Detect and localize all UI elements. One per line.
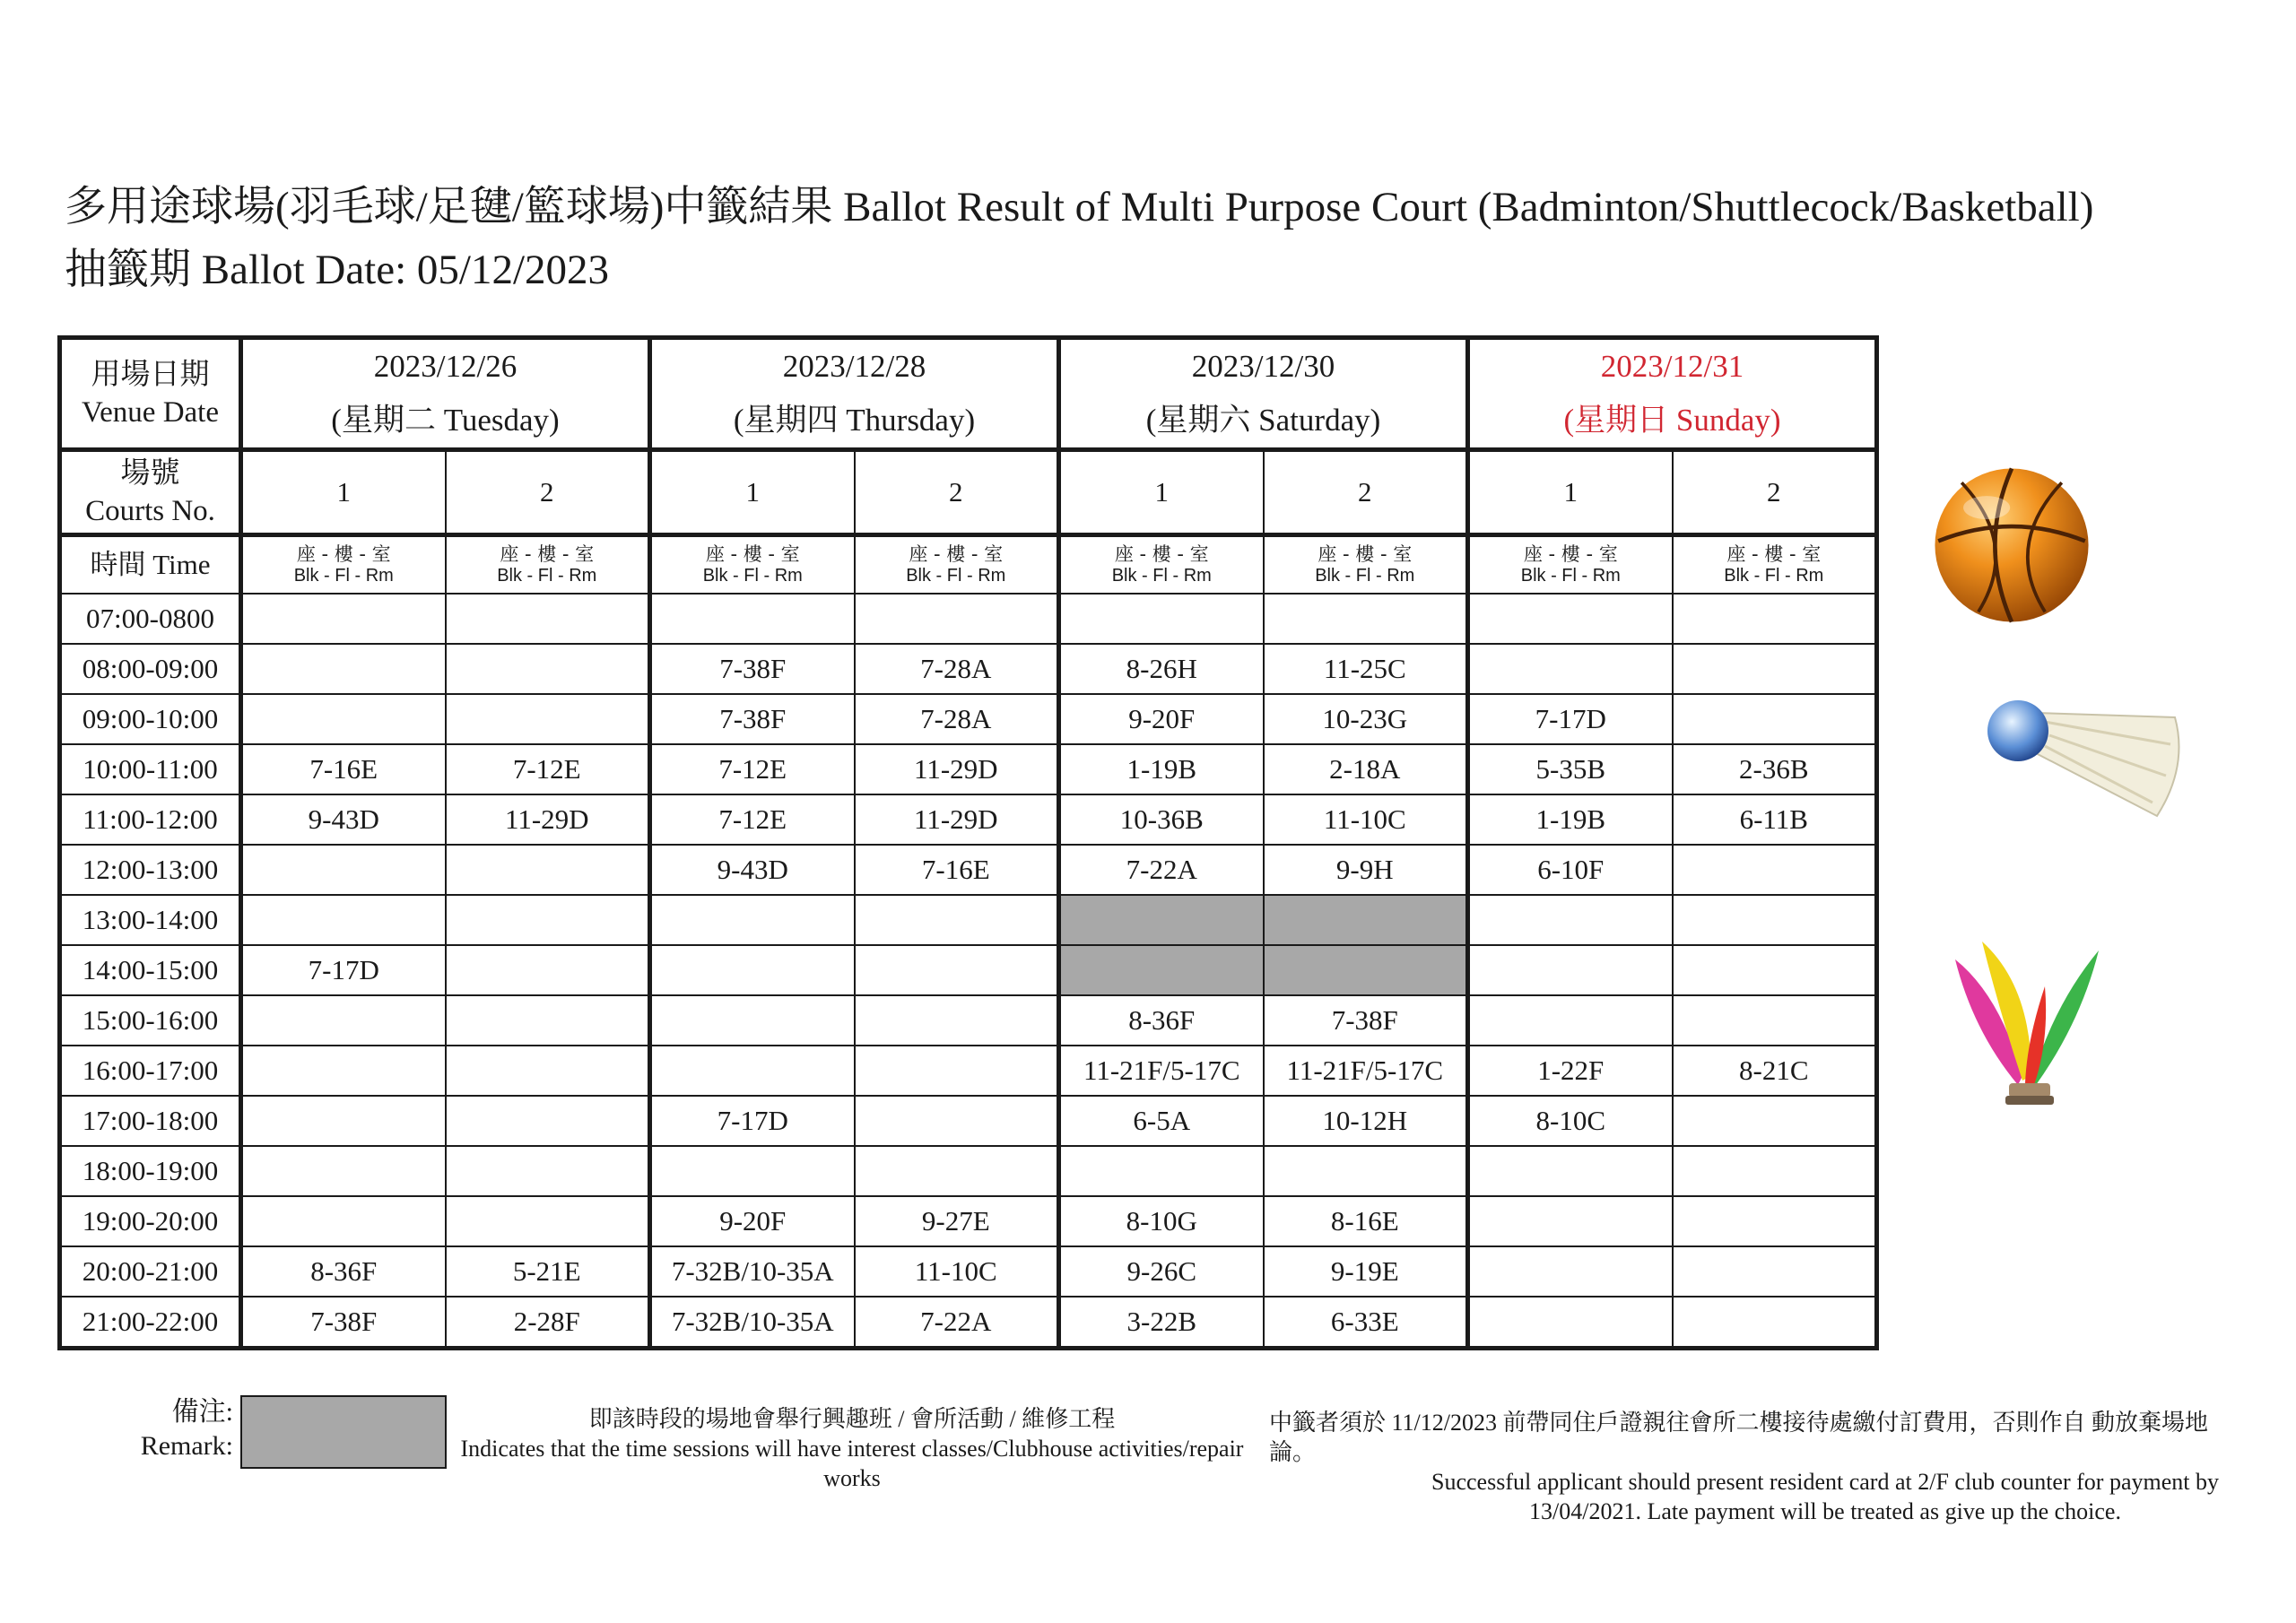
booking-cell [1468,995,1673,1046]
booking-cell [446,1046,650,1096]
blk-fl-rm-header [650,535,855,595]
ballot-result-table [57,335,1879,1350]
booking-cell: 5-35B [1468,744,1673,794]
court-number: 2 [446,450,650,535]
table-row [60,945,1877,995]
booking-cell: 8-10C [1468,1096,1673,1146]
booking-cell: 7-12E [650,794,855,845]
booking-cell: 9-19E [1264,1246,1468,1297]
booking-cell [241,1196,446,1246]
booking-cell [241,594,446,644]
booking-cell [1673,1297,1877,1349]
booking-cell [446,594,650,644]
booking-cell: 8-16E [1264,1196,1468,1246]
table-row [60,694,1877,744]
booking-cell [855,1096,1059,1146]
time-slot: 08:00-09:00 [60,644,241,694]
booking-cell: 11-29D [446,794,650,845]
reserved-cell [1264,945,1468,995]
day-date: 2023/12/31 [1600,349,1744,384]
booking-cell: 10-36B [1059,794,1264,845]
court-number: 1 [1059,450,1264,535]
booking-cell [855,895,1059,945]
table-row [60,794,1877,845]
booking-cell [650,895,855,945]
booking-cell [1468,945,1673,995]
blk-fl-rm-label-zh: 座 - 樓 - 室 [1726,543,1822,565]
time-slot: 07:00-0800 [60,594,241,644]
booking-cell [1468,594,1673,644]
booking-cell: 11-10C [855,1246,1059,1297]
blk-fl-rm-label-zh: 座 - 樓 - 室 [296,543,391,565]
booking-cell: 8-36F [241,1246,446,1297]
blk-fl-rm-header [241,535,446,595]
booking-cell: 5-21E [446,1246,650,1297]
venue-date-header [60,338,241,450]
booking-cell [241,895,446,945]
court-number: 1 [241,450,446,535]
booking-cell: 8-26H [1059,644,1264,694]
booking-cell: 9-27E [855,1196,1059,1246]
booking-cell: 7-12E [650,744,855,794]
booking-cell: 7-16E [241,744,446,794]
payment-note-en: Successful applicant should present resident card at 2/F club counter for payment by 13/04/2021. Late payment will be treated as give up the choice. [1431,1469,2219,1524]
booking-cell [1264,594,1468,644]
booking-cell [241,1146,446,1196]
booking-cell [1673,995,1877,1046]
blk-fl-rm-label-zh: 座 - 樓 - 室 [705,543,800,565]
table-row [60,1046,1877,1096]
booking-cell [1673,1146,1877,1196]
booking-cell: 10-23G [1264,694,1468,744]
booking-cell: 8-36F [1059,995,1264,1046]
courts-label-zh: 場號 [120,457,180,490]
booking-cell [1673,1246,1877,1297]
booking-cell: 7-28A [855,694,1059,744]
booking-cell [241,644,446,694]
booking-cell [1673,644,1877,694]
payment-note-zh: 中籤者須於 11/12/2023 前帶同住戶證親往會所二樓接待處繳付訂費用，否則作自 動放棄場地論。 [1269,1410,2208,1465]
court-number: 2 [1673,450,1877,535]
time-slot: 15:00-16:00 [60,995,241,1046]
booking-cell: 1-19B [1059,744,1264,794]
booking-cell: 6-33E [1264,1297,1468,1349]
booking-cell: 7-28A [855,644,1059,694]
booking-cell [446,1196,650,1246]
booking-cell [650,1046,855,1096]
booking-cell: 11-29D [855,794,1059,845]
table-row [60,744,1877,794]
booking-cell [1468,1297,1673,1349]
court-number: 2 [855,450,1059,535]
booking-cell: 11-29D [855,744,1059,794]
booking-cell [1059,1146,1264,1196]
booking-cell [241,845,446,895]
booking-cell [1673,845,1877,895]
booking-cell [446,945,650,995]
booking-cell: 9-9H [1264,845,1468,895]
table-row [60,1096,1877,1146]
booking-cell: 8-10G [1059,1196,1264,1246]
booking-cell [650,995,855,1046]
court-number: 1 [650,450,855,535]
venue-date-row [60,338,1877,450]
booking-cell: 2-28F [446,1297,650,1349]
booking-cell: 7-32B/10-35A [650,1297,855,1349]
booking-cell: 7-17D [650,1096,855,1146]
blk-fl-rm-label-zh: 座 - 樓 - 室 [909,543,1004,565]
remark-label-en: Remark: [140,1431,233,1461]
day-header-tuesday [241,338,650,450]
remark-text-en: Indicates that the time sessions will have interest classes/Clubhouse activities/repair works [460,1436,1244,1491]
time-slot: 18:00-19:00 [60,1146,241,1196]
time-slot: 21:00-22:00 [60,1297,241,1349]
blk-fl-rm-label-en: Blk - Fl - Rm [906,566,1006,586]
booking-cell [446,895,650,945]
booking-cell [1264,1146,1468,1196]
booking-cell [241,1046,446,1096]
booking-cell [855,594,1059,644]
booking-cell: 7-38F [650,694,855,744]
courts-row [60,450,1877,535]
booking-cell [855,1046,1059,1096]
blk-fl-rm-header [446,535,650,595]
page-title: 多用途球場(羽毛球/足毽/籃球場)中籤結果 Ballot Result of Multi Purpose Court (Badminton/Shuttlecock/Basketball) [65,184,2094,230]
payment-note [1269,1408,2229,1526]
time-slot: 20:00-21:00 [60,1246,241,1297]
blk-fl-rm-label-en: Blk - Fl - Rm [1724,566,1824,586]
table-row [60,845,1877,895]
booking-cell: 8-21C [1673,1046,1877,1096]
booking-cell [446,694,650,744]
venue-date-label-en: Venue Date [81,396,219,429]
booking-cell: 9-43D [650,845,855,895]
courts-label-en: Courts No. [85,495,215,527]
time-slot: 17:00-18:00 [60,1096,241,1146]
court-number: 2 [1264,450,1468,535]
time-slot: 09:00-10:00 [60,694,241,744]
court-number: 1 [1468,450,1673,535]
day-name: (星期六 Saturday) [1145,403,1381,438]
table-row [60,594,1877,644]
day-header-sunday [1468,338,1877,450]
venue-date-label-zh: 用場日期 [91,359,210,391]
booking-cell [241,1096,446,1146]
booking-cell: 9-20F [650,1196,855,1246]
booking-cell: 11-21F/5-17C [1059,1046,1264,1096]
booking-cell: 7-12E [446,744,650,794]
booking-cell [1468,895,1673,945]
booking-cell [650,594,855,644]
table-row [60,644,1877,694]
blk-fl-rm-header [1059,535,1264,595]
booking-cell [1468,644,1673,694]
blk-fl-rm-label-zh: 座 - 樓 - 室 [1523,543,1618,565]
booking-cell [1673,1196,1877,1246]
booking-cell: 7-16E [855,845,1059,895]
blk-fl-rm-header [1264,535,1468,595]
shuttlecock-icon [1973,681,2188,825]
day-date: 2023/12/26 [373,349,517,384]
day-date: 2023/12/28 [782,349,926,384]
blk-fl-rm-label-en: Blk - Fl - Rm [702,566,803,586]
booking-cell [446,1146,650,1196]
booking-cell [855,995,1059,1046]
time-header: 時間 Time [60,535,241,595]
booking-cell: 11-25C [1264,644,1468,694]
table-row [60,995,1877,1046]
booking-cell: 2-36B [1673,744,1877,794]
time-slot: 11:00-12:00 [60,794,241,845]
remark-shade-swatch [240,1395,447,1469]
booking-cell: 1-22F [1468,1046,1673,1096]
booking-cell: 6-11B [1673,794,1877,845]
booking-cell [1468,1246,1673,1297]
blk-fl-rm-label-en: Blk - Fl - Rm [1315,566,1415,586]
blk-fl-rm-label-en: Blk - Fl - Rm [293,566,394,586]
blk-fl-rm-label-zh: 座 - 樓 - 室 [1114,543,1209,565]
blk-fl-rm-header [1468,535,1673,595]
booking-cell: 6-5A [1059,1096,1264,1146]
booking-cell [241,694,446,744]
booking-cell: 9-26C [1059,1246,1264,1297]
remark-label-zh: 備注: [171,1397,233,1427]
day-header-saturday [1059,338,1468,450]
booking-cell [650,945,855,995]
booking-cell: 9-20F [1059,694,1264,744]
time-slot: 19:00-20:00 [60,1196,241,1246]
booking-cell [650,1146,855,1196]
time-slot: 16:00-17:00 [60,1046,241,1096]
booking-cell [446,644,650,694]
remark-label [135,1395,233,1463]
time-slot: 12:00-13:00 [60,845,241,895]
table-row [60,1196,1877,1246]
booking-cell: 3-22B [1059,1297,1264,1349]
blk-fl-rm-label-en: Blk - Fl - Rm [1520,566,1621,586]
blk-fl-rm-label-zh: 座 - 樓 - 室 [1318,543,1413,565]
reserved-cell [1059,895,1264,945]
booking-cell [446,845,650,895]
reserved-cell [1264,895,1468,945]
booking-cell [855,945,1059,995]
remark-text-zh: 即該時段的場地會舉行興趣班 / 會所活動 / 維修工程 [588,1406,1116,1432]
booking-cell: 1-19B [1468,794,1673,845]
day-name: (星期四 Thursday) [733,403,976,438]
time-slot: 13:00-14:00 [60,895,241,945]
booking-cell: 7-38F [1264,995,1468,1046]
booking-cell: 7-22A [1059,845,1264,895]
table-row [60,1246,1877,1297]
booking-cell: 7-38F [650,644,855,694]
time-label-row [60,535,1877,595]
day-header-thursday [650,338,1059,450]
time-slot: 10:00-11:00 [60,744,241,794]
jianzi-icon [1946,933,2108,1121]
day-name: (星期二 Tuesday) [331,403,560,438]
booking-cell: 10-12H [1264,1096,1468,1146]
booking-cell [1673,945,1877,995]
booking-cell: 7-17D [1468,694,1673,744]
remark-text [453,1404,1251,1493]
booking-cell: 2-18A [1264,744,1468,794]
booking-cell: 7-32B/10-35A [650,1246,855,1297]
booking-cell: 11-21F/5-17C [1264,1046,1468,1096]
blk-fl-rm-header [855,535,1059,595]
basketball-icon [1928,462,2095,629]
blk-fl-rm-label-en: Blk - Fl - Rm [1111,566,1212,586]
booking-cell [1673,594,1877,644]
booking-cell [1673,1096,1877,1146]
reserved-cell [1059,945,1264,995]
booking-cell [1673,694,1877,744]
booking-cell: 11-10C [1264,794,1468,845]
booking-cell [446,995,650,1046]
booking-cell [1468,1146,1673,1196]
day-date: 2023/12/30 [1191,349,1335,384]
time-slot: 14:00-15:00 [60,945,241,995]
booking-cell: 7-22A [855,1297,1059,1349]
booking-cell [446,1096,650,1146]
booking-cell [241,995,446,1046]
booking-cell: 7-38F [241,1297,446,1349]
table-row [60,895,1877,945]
blk-fl-rm-label-zh: 座 - 樓 - 室 [500,543,595,565]
booking-cell [1468,1196,1673,1246]
day-name: (星期日 Sunday) [1563,403,1781,438]
table-row [60,1146,1877,1196]
booking-cell: 7-17D [241,945,446,995]
courts-header [60,450,241,535]
blk-fl-rm-header [1673,535,1877,595]
booking-cell: 9-43D [241,794,446,845]
table-row [60,1297,1877,1349]
booking-cell [1059,594,1264,644]
ballot-date: 抽籤期 Ballot Date: 05/12/2023 [65,247,610,293]
booking-cell: 6-10F [1468,845,1673,895]
blk-fl-rm-label-en: Blk - Fl - Rm [497,566,597,586]
booking-cell [855,1146,1059,1196]
booking-cell [1673,895,1877,945]
